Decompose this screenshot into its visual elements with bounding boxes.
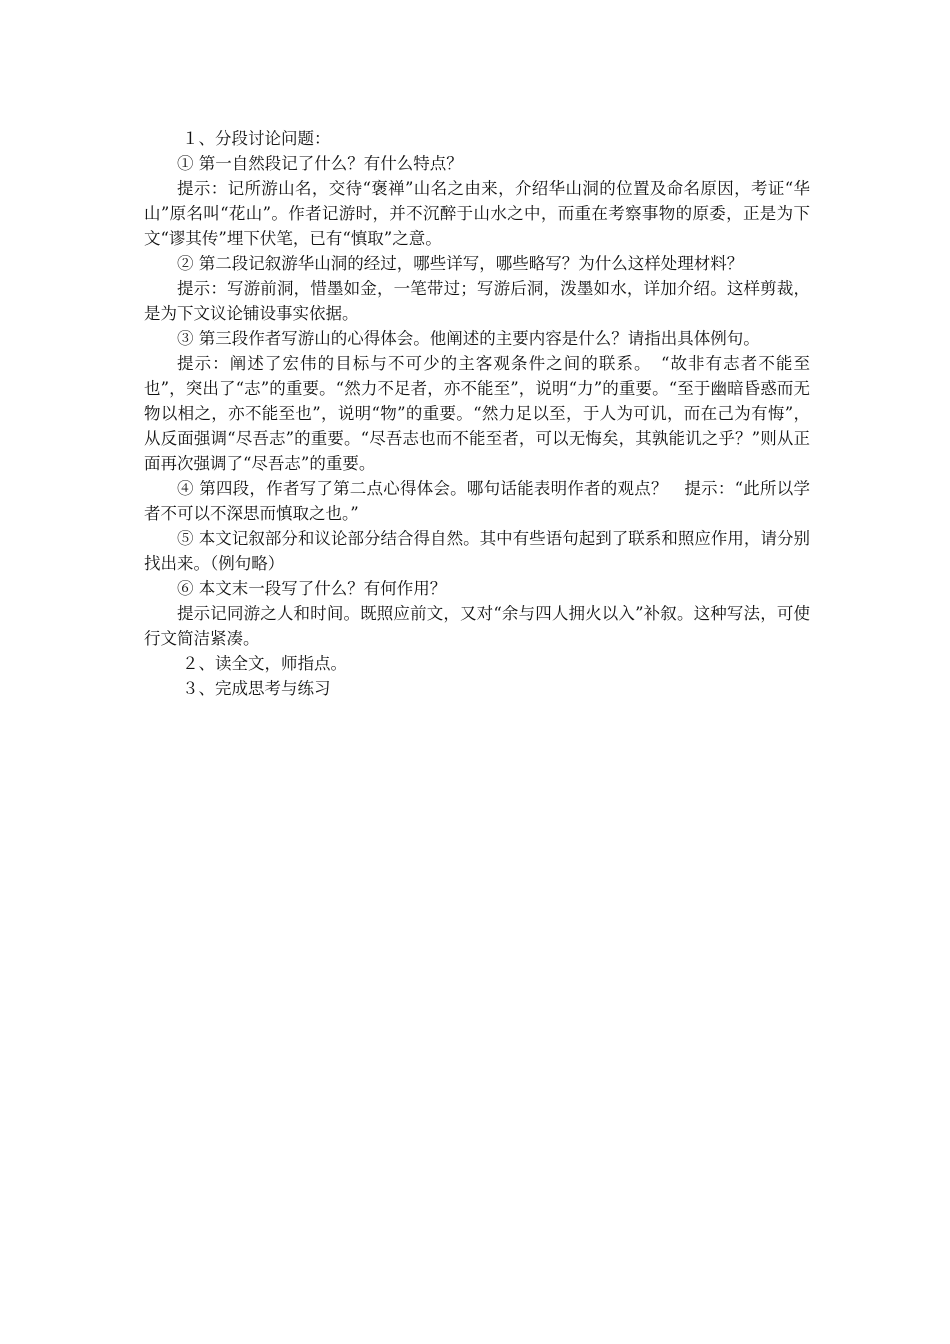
question-2: ② 第二段记叙游华山洞的经过，哪些详写，哪些略写？为什么这样处理材料？ xyxy=(177,254,744,273)
section-heading-read: ２、读全文，师指点。 xyxy=(181,654,347,673)
hint-6: 提示记同游之人和时间。既照应前文，又对“余与四人拥火以入”补叙。这种写法，可使行文简洁紧凑。 xyxy=(144,604,810,648)
section-heading-exercise: ３、完成思考与练习 xyxy=(181,679,331,698)
question-3: ③ 第三段作者写游山的心得体会。他阐述的主要内容是什么？请指出具体例句。 xyxy=(177,329,760,348)
question-4: ④ 第四段，作者写了第二点心得体会。哪句话能表明作者的观点？ 提示：“此所以学者不可以不深思而慎取之也。” xyxy=(144,479,810,523)
question-1: ① 第一自然段记了什么？有什么特点？ xyxy=(177,154,463,173)
question-5: ⑤ 本文记叙部分和议论部分结合得自然。其中有些语句起到了联系和照应作用，请分别找出来。（例句略） xyxy=(144,529,810,573)
hint-1: 提示：记所游山名，交待“褒禅”山名之由来，介绍华山洞的位置及命名原因，考证“华山”原名叫“花山”。作者记游时，并不沉醉于山水之中，而重在考察事物的原委，正是为下文“谬其传”埋下伏笔，已有“慎取”之意。 xyxy=(144,179,810,248)
hint-2: 提示：写游前洞，惜墨如金，一笔带过；写游后洞，泼墨如水，详加介绍。这样剪裁，是为下文议论铺设事实依据。 xyxy=(144,279,810,323)
section-heading-discussion: １、分段讨论问题： xyxy=(181,129,331,148)
question-6: ⑥ 本文末一段写了什么？有何作用？ xyxy=(177,579,447,598)
hint-3: 提示：阐述了宏伟的目标与不可少的主客观条件之间的联系。 “故非有志者不能至也”，突出了“志”的重要。“然力不足者，亦不能至”，说明“力”的重要。“至于幽暗昏惑而无物以相之，亦不能至也”，说明“物”的重要。“然力足以至，于人为可讥，而在己为有悔”，从反面强调“尽吾志”的重要。“尽吾志也而不能至者，可以无悔矣，其孰能讥之乎？”则从正面再次强调了“尽吾志”的重要。 xyxy=(144,354,810,473)
document-body xyxy=(144,126,810,701)
